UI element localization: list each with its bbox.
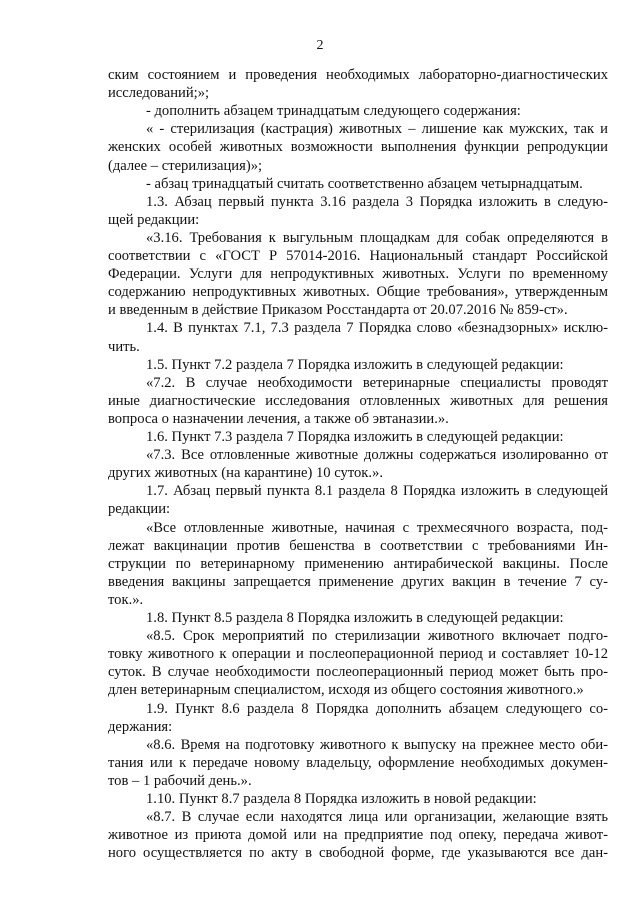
text-line: тания или к передаче новому владельцу, оформление необходимых докумен-	[108, 754, 608, 771]
text-line: щей редакции:	[108, 211, 200, 228]
text-line: 1.5. Пункт 7.2 раздела 7 Порядка изложить в следующей редакции:	[146, 356, 564, 373]
text-line: содержанию непродуктивных животных. Общие требования», утвержденным	[108, 284, 608, 301]
text-line: 1.9. Пункт 8.6 раздела 8 Порядка дополнить абзацем следующего со-	[146, 700, 608, 717]
text-line: товку животного к операции и послеоперационной период и составляет 10-12	[108, 646, 608, 663]
text-line: 1.8. Пункт 8.5 раздела 8 Порядка изложить в следующей редакции:	[146, 610, 564, 626]
text-line: вопроса о назначении лечения, а также об эвтаназии.».	[108, 410, 449, 427]
page-number: 2	[316, 38, 324, 53]
text-line: 1.4. В пунктах 7.1, 7.3 раздела 7 Порядка слово «безнадзорных» исклю-	[146, 320, 608, 337]
text-line: редакции:	[108, 501, 171, 518]
text-line: (далее – стерилизация)»;	[108, 157, 263, 174]
text-line: исследований;»;	[108, 85, 210, 102]
text-line: иные диагностические исследования отловленных животных для решения	[108, 392, 608, 409]
text-line: суток. В случае необходимости послеоперационный период может быть про-	[108, 664, 608, 681]
text-line: лежат вакцинации против бешенства в соответствии с требованиями Ин-	[108, 537, 608, 554]
text-line: и введенным в действие Приказом Росстандарта от 20.07.2016 № 859-ст».	[108, 302, 568, 319]
text-line: тов – 1 рабочий день.».	[108, 772, 252, 789]
text-line: 1.7. Абзац первый пункта 8.1 раздела 8 Порядка изложить в следующей	[146, 483, 608, 500]
text-line: «7.2. В случае необходимости ветеринарные специалисты проводят	[146, 374, 608, 391]
text-line: ским состоянием и проведения необходимых лабораторно-диагностических	[108, 67, 608, 83]
text-line: ток.».	[108, 591, 144, 608]
text-line: чить.	[108, 338, 140, 355]
text-line: женских особей животных возможности выполнения функции репродукции	[108, 139, 608, 156]
text-line: - дополнить абзацем тринадцатым следующего содержания:	[146, 103, 521, 120]
text-line: 1.10. Пункт 8.7 раздела 8 Порядка изложить в новой редакции:	[146, 791, 537, 807]
text-line: «7.3. Все отловленные животные должны содержаться изолированно от	[146, 447, 608, 464]
text-line: «8.6. Время на подготовку животного к выпуску на прежнее место оби-	[146, 736, 608, 753]
text-line: 1.3. Абзац первый пункта 3.16 раздела 3 Порядка изложить в следую-	[146, 193, 608, 210]
text-line: «8.5. Срок мероприятий по стерилизации животного включает подго-	[146, 628, 608, 645]
text-line: 1.6. Пункт 7.3 раздела 7 Порядка изложить в следующей редакции:	[146, 429, 564, 445]
text-line: длен ветеринарным специалистом, исходя из общего состояния животного.»	[108, 682, 584, 699]
text-line: « - стерилизация (кастрация) животных – лишение как мужских, так и	[146, 121, 608, 138]
text-line: соответствии с «ГОСТ Р 57014-2016. Национальный стандарт Российской	[108, 248, 608, 264]
text-line: «Все отловленные животные, начиная с трехмесячного возраста, под-	[146, 519, 608, 536]
text-line: «8.7. В случае если находятся лица или организации, желающие взять	[146, 809, 608, 826]
text-line: Федерации. Услуги для непродуктивных животных. Услуги по временному	[108, 266, 608, 283]
text-line: животное из приюта домой или на предприятие под опеку, передача живот-	[108, 827, 608, 844]
text-line: держания:	[108, 718, 173, 735]
text-line: струкции по ветеринарному применению антирабической вакцины. После	[108, 555, 608, 572]
text-line: «3.16. Требования к выгульным площадкам для собак определяются в	[146, 229, 608, 246]
text-line: ного осуществляется по акту в свободной форме, где указываются все дан-	[108, 845, 608, 862]
text-line: других животных (на карантине) 10 суток.».	[108, 465, 383, 482]
text-line: введения вакцины запрещается применение других вакцин в течение 7 су-	[108, 573, 608, 590]
text-line: - абзац тринадцатый считать соответственно абзацем четырнадцатым.	[146, 175, 583, 192]
